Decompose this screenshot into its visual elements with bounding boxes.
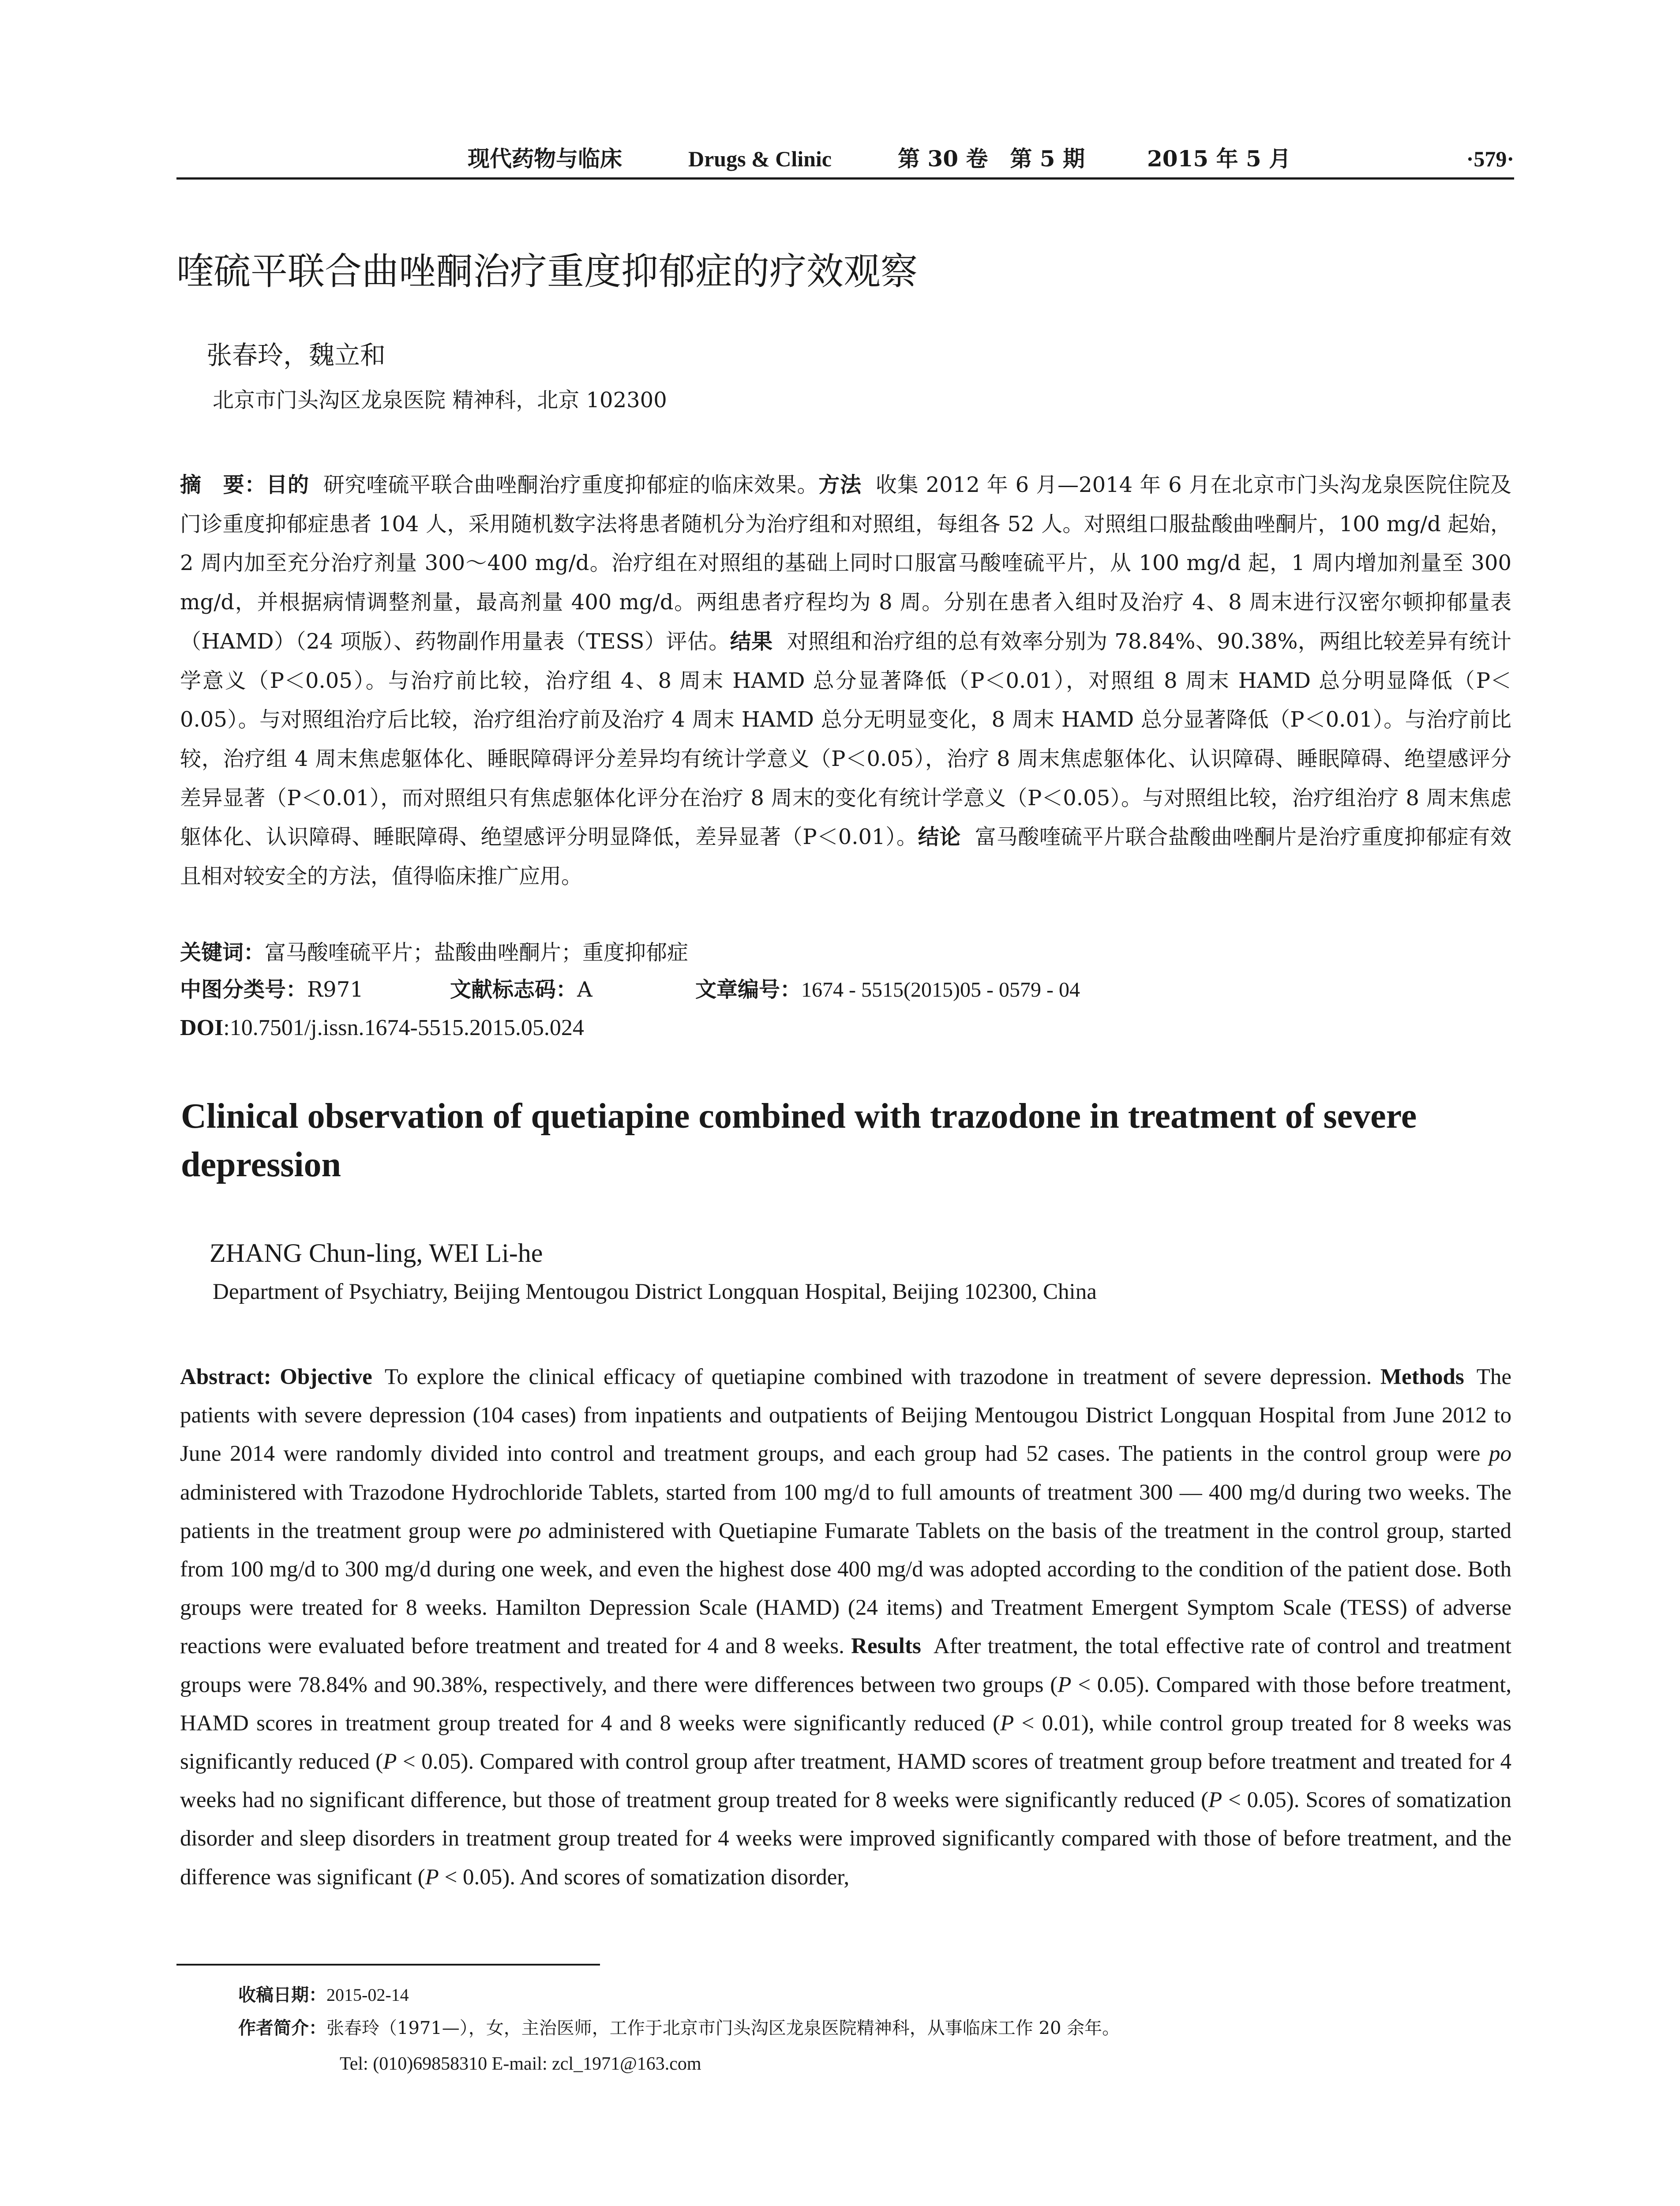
abstract-cn	[180, 465, 1511, 896]
methods-text-en-2: administered with Trazodone Hydrochloride Tablets, started from 100 mg/d to full amounts of treatment 300 — 400 mg/d during two weeks. The patients in the treatment group were	[180, 1480, 1511, 1543]
received-value: 2015-02-14	[326, 1985, 409, 2005]
methods-label-en: Methods	[1380, 1365, 1464, 1389]
results-text-en-6: < 0.05). And scores of somatization disorder,	[439, 1865, 850, 1890]
doc-code-label: 文献标志码：	[450, 977, 578, 1002]
author-bio-label: 作者简介：	[238, 2018, 326, 2038]
methods-text-en: The patients with severe depression (104 cases) from inpatients and outpatients of Beijing Mentougou District Longquan Hospital from June 2012 to June 2014 were randomly divided into control and treatment groups, and each group had 52 cases. The patients in the control group were	[180, 1365, 1512, 1467]
methods-label-cn: 方法	[818, 473, 862, 497]
title-en: Clinical observation of quetiapine combined with trazodone in treatment of severe depression	[181, 1097, 1417, 1184]
p-value-symbol: P	[383, 1749, 397, 1775]
results-text-en: After treatment, the total effective rate of control and treatment groups were 78.84% and 90.38%, respectively, and there were differences between two groups (	[180, 1634, 1511, 1697]
clc-label: 中图分类号：	[180, 977, 308, 1002]
results-text-en-2: < 0.05). Compared with those before treatment, HAMD scores in treatment group treated for 4 and 8 weeks were significantly reduced (	[180, 1672, 1511, 1736]
page-number: ·579·	[1466, 146, 1514, 171]
results-text-en-4: < 0.05). Compared with control group after treatment, HAMD scores of treatment group before treatment and treated for 4 weeks had no significant difference, but those of treatment group treated for 8 weeks were significantly reduced (	[180, 1749, 1511, 1813]
volume-issue: 第 30 卷 第 5 期	[898, 146, 1085, 172]
issue-date: 2015 年 5 月	[1147, 146, 1291, 172]
results-label-cn: 结果	[730, 629, 773, 654]
p-value-symbol: P	[1000, 1711, 1014, 1736]
keywords-label-cn: 关键词：	[180, 940, 265, 965]
affiliation-cn: 北京市门头沟区龙泉医院 精神科，北京 102300	[213, 388, 667, 413]
abstract-en	[180, 1358, 1511, 1897]
received-label: 收稿日期：	[238, 1985, 326, 2005]
objective-text-cn: 研究喹硫平联合曲唑酮治疗重度抑郁症的临床效果。	[323, 473, 819, 497]
journal-name-en: Drugs & Clinic	[688, 146, 832, 171]
keywords-cn	[180, 937, 688, 968]
doc-code-value: A	[577, 977, 592, 1002]
article-no-label: 文章编号：	[695, 977, 802, 1002]
header-rule	[176, 177, 1514, 180]
objective-text-en: To explore the clinical efficacy of quetiapine combined with trazodone in treatment of severe depression.	[384, 1365, 1372, 1389]
abstract-label-en: Abstract:	[180, 1365, 271, 1389]
running-header	[176, 141, 1514, 176]
objective-label-en: Objective	[280, 1365, 372, 1389]
results-text-en-5: < 0.05). Scores of somatization disorder and sleep disorders in treatment group treated for 4 weeks were improved significantly compared with those of before treatment, and the difference was significant (	[180, 1788, 1511, 1890]
received-date	[238, 1982, 409, 2008]
p-value-symbol: P	[425, 1865, 439, 1890]
results-label-en: Results	[851, 1634, 921, 1659]
article-no-value: 1674 - 5515(2015)05 - 0579 - 04	[801, 978, 1080, 1002]
journal-name-cn: 现代药物与临床	[468, 146, 622, 172]
doi-label: DOI	[180, 1015, 224, 1040]
conclusion-label-cn: 结论	[918, 825, 961, 850]
author-bio-text: 张春玲（1971—），女，主治医师，工作于北京市门头沟区龙泉医院精神科，从事临床工作 20 余年。	[326, 2018, 1120, 2038]
p-value-symbol: P	[1208, 1788, 1222, 1813]
authors-cn: 张春玲，魏立和	[206, 340, 386, 370]
affiliation-en: Department of Psychiatry, Beijing Mentougou District Longquan Hospital, Beijing 102300, China	[213, 1279, 1097, 1304]
title-cn: 喹硫平联合曲唑酮治疗重度抑郁症的疗效观察	[176, 250, 918, 293]
authors-en: ZHANG Chun-ling, WEI Li-he	[210, 1238, 543, 1268]
author-contact: Tel: (010)69858310 E-mail: zcl_1971@163.com	[340, 2054, 701, 2074]
keywords-text-cn: 富马酸喹硫平片；盐酸曲唑酮片；重度抑郁症	[265, 940, 689, 965]
objective-label-cn: 目的	[266, 473, 309, 497]
abstract-label-cn: 摘 要：	[180, 473, 266, 497]
author-bio	[238, 2015, 1120, 2041]
conclusion-text-cn: 富马酸喹硫平片联合盐酸曲唑酮片是治疗重度抑郁症有效且相对较安全的方法，值得临床推广应用。	[180, 825, 1511, 889]
methods-text-en-3: administered with Quetiapine Fumarate Tablets on the basis of the treatment in the control group, started from 100 mg/d to 300 mg/d during one week, and even the highest dose 400 mg/d was adopted according to the condition of the patient dose. Both groups were treated for 8 weeks. Hamilton Depression Scale (HAMD) (24 items) and Treatment Emergent Symptom Scale (TESS) of adverse reactions were evaluated before treatment and treated for 4 and 8 weeks.	[180, 1518, 1511, 1659]
po-abbrev: po	[518, 1518, 541, 1543]
footnote-rule	[176, 1964, 600, 1966]
doi-value: :10.7501/j.issn.1674-5515.2015.05.024	[223, 1015, 584, 1040]
clc-value: R971	[307, 977, 364, 1002]
methods-text-cn: 收集 2012 年 6 月—2014 年 6 月在北京市门头沟龙泉医院住院及门诊重度抑郁症患者 104 人，采用随机数字法将患者随机分为治疗组和对照组，每组各 52 人。对照组口服盐酸曲唑酮片，100 mg/d 起始，2 周内加至充分治疗剂量 300～400 mg/d。治疗组在对照组的基础上同时口服富马酸喹硫平片，从 100 mg/d 起，1 周内增加剂量至 300 mg/d，并根据病情调整剂量，最高剂量 400 mg/d。两组患者疗程均为 8 周。分别在患者入组时及治疗 4、8 周末进行汉密尔顿抑郁量表（HAMD）（24 项版）、药物副作用量表（TESS）评估。	[180, 473, 1511, 654]
results-text-en-3: < 0.01), while control group treated for 8 weeks was significantly reduced (	[180, 1711, 1511, 1775]
p-value-symbol: P	[1058, 1672, 1072, 1697]
po-abbrev: po	[1489, 1441, 1511, 1467]
results-text-cn: 对照组和治疗组的总有效率分别为 78.84%、90.38%，两组比较差异有统计学意义（P＜0.05）。与治疗前比较，治疗组 4、8 周末 HAMD 总分显著降低（P＜0.01），对照组 8 周末 HAMD 总分明显降低（P＜0.05）。与对照组治疗后比较，治疗组治疗前及治疗 4 周末 HAMD 总分无明显变化，8 周末 HAMD 总分显著降低（P＜0.01）。与治疗前比较，治疗组 4 周末焦虑躯体化、睡眠障碍评分差异均有统计学意义（P＜0.05），治疗 8 周末焦虑躯体化、认识障碍、睡眠障碍、绝望感评分差异显著（P＜0.01），而对照组只有焦虑躯体化评分在治疗 8 周末的变化有统计学意义（P＜0.05）。与对照组比较，治疗组治疗 8 周末焦虑躯体化、认识障碍、睡眠障碍、绝望感评分明显降低，差异显著（P＜0.01）。	[180, 629, 1511, 850]
doi-line	[180, 1013, 584, 1043]
